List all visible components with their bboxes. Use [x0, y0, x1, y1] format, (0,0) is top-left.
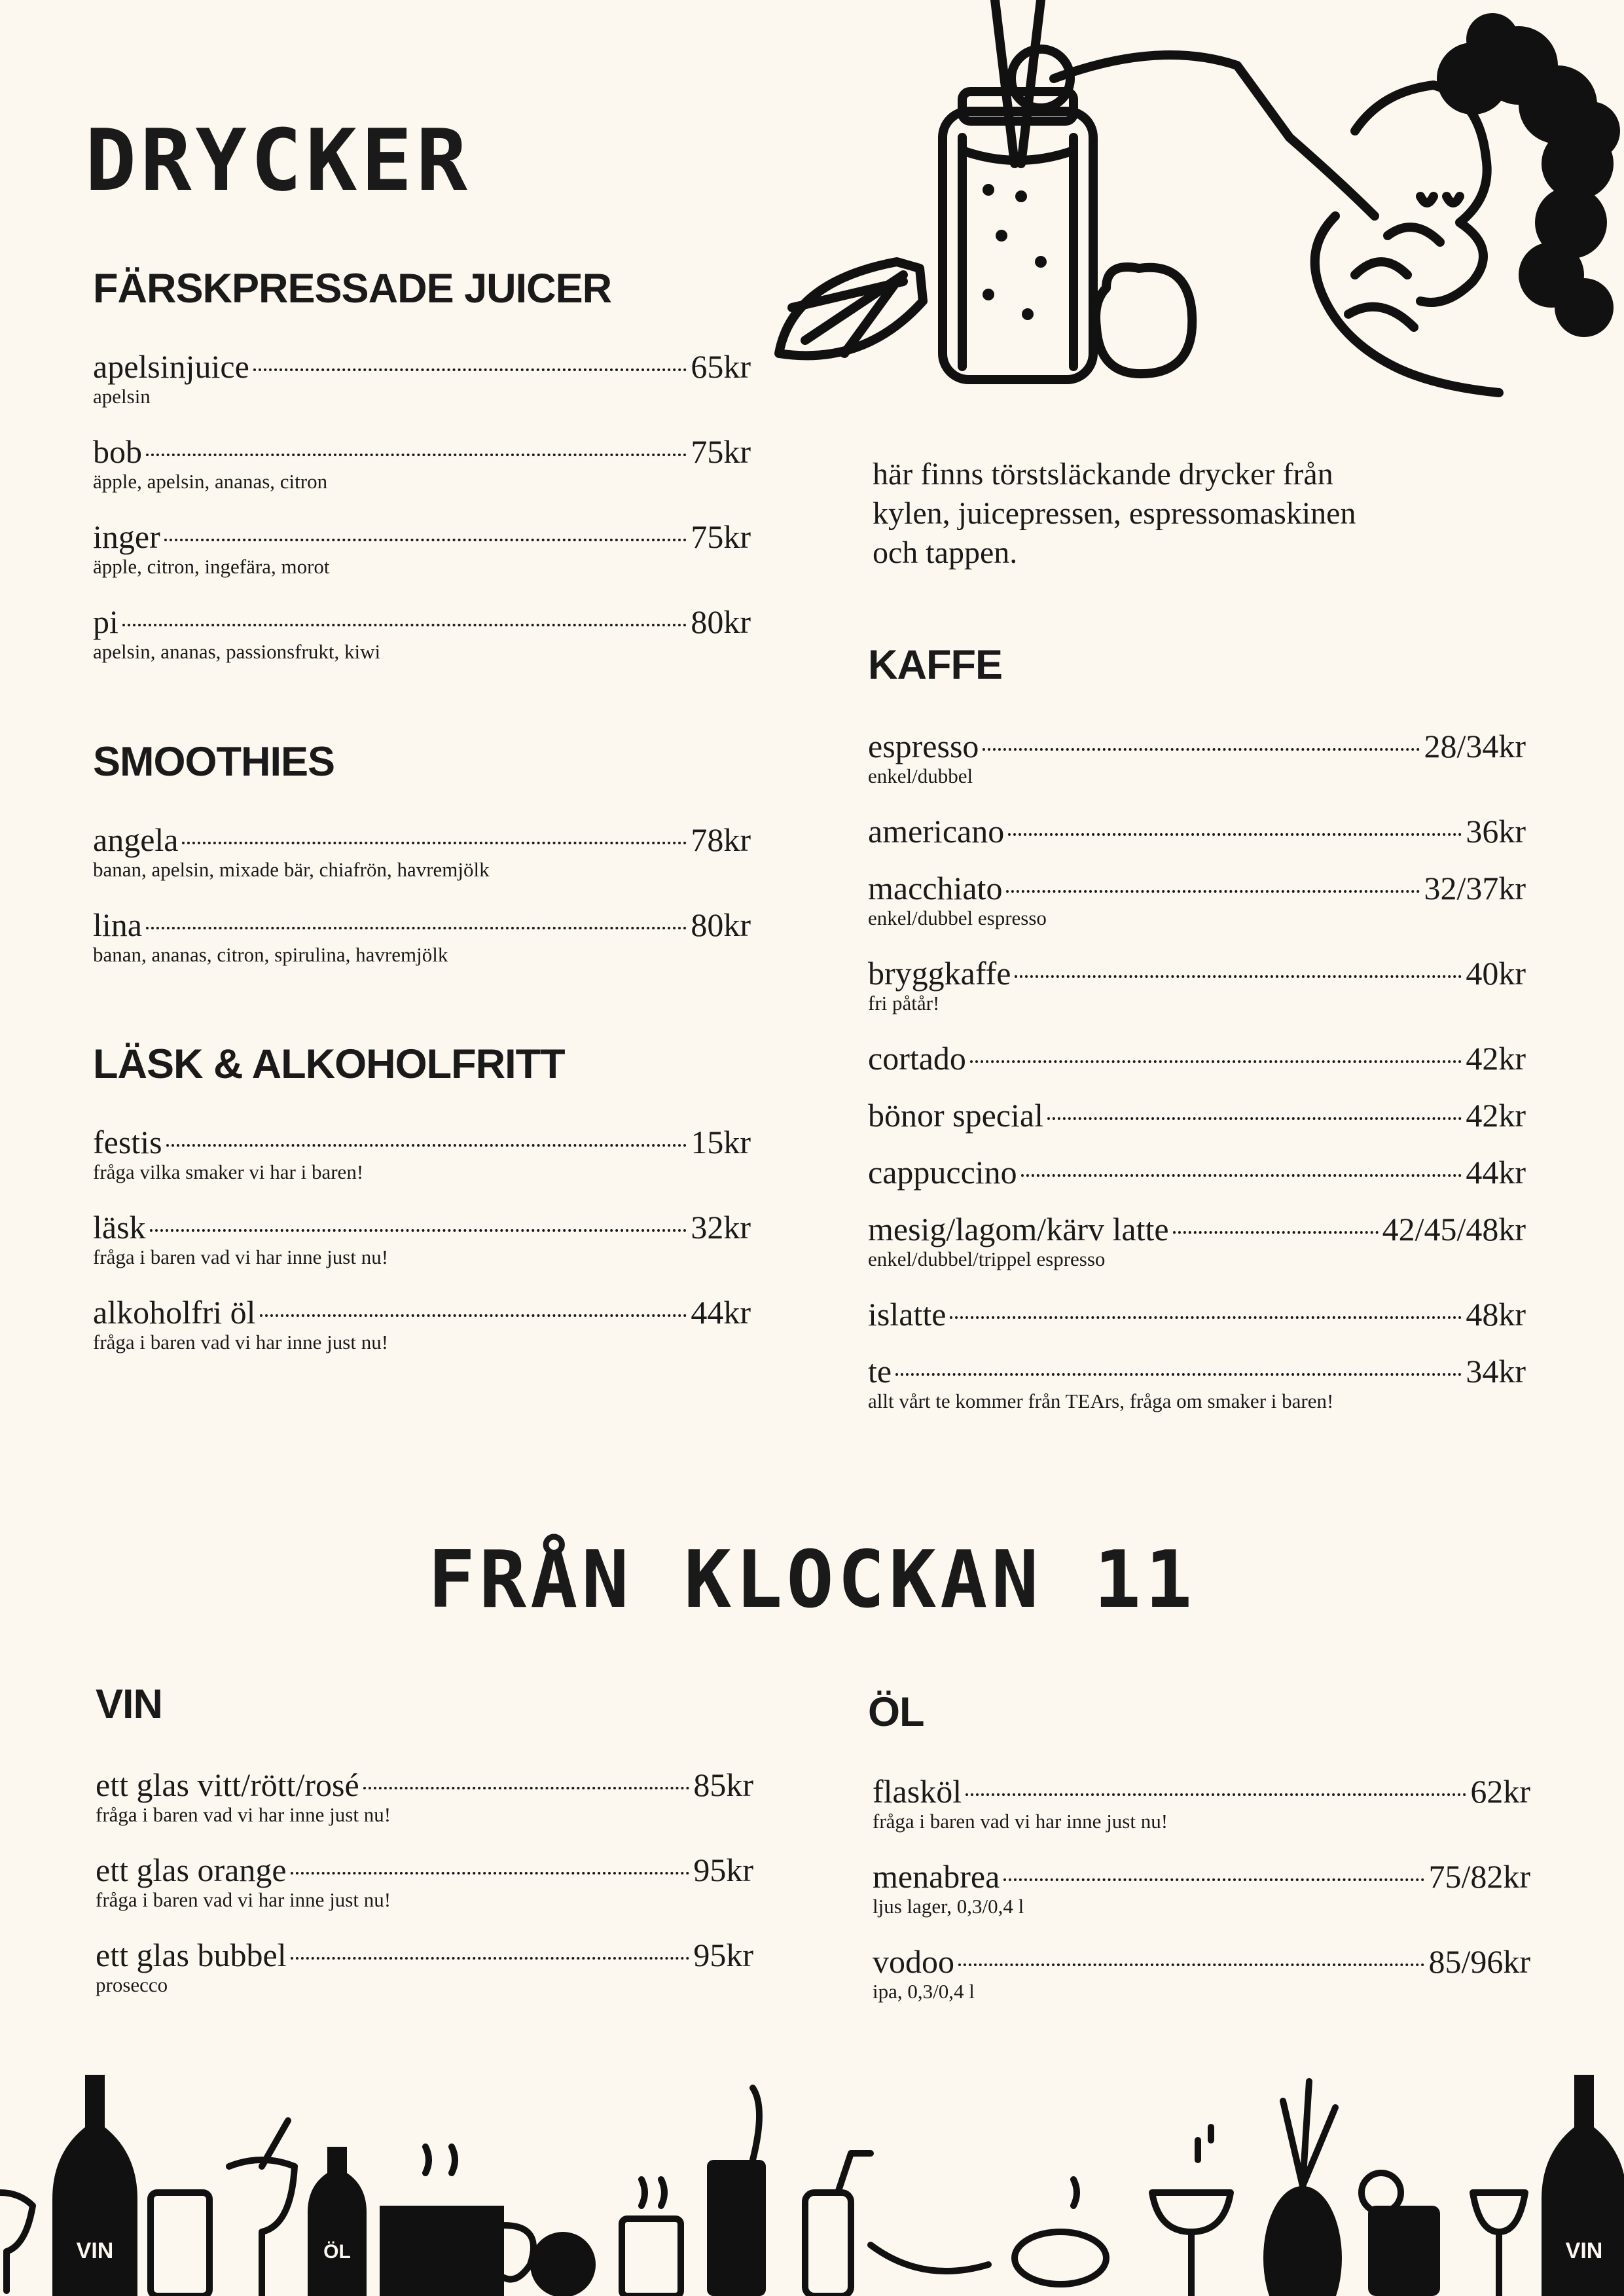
item-price: 42kr — [1466, 1097, 1526, 1134]
menu-item — [96, 1765, 753, 1827]
item-price: 75kr — [691, 518, 751, 555]
juice-illustration — [766, 0, 1624, 406]
ol-label: ÖL — [323, 2241, 351, 2263]
item-price: 28/34kr — [1424, 728, 1526, 764]
menu-item — [93, 517, 751, 579]
item-desc: fråga i baren vad vi har inne just nu! — [96, 1888, 391, 1911]
menu-item — [96, 1935, 753, 1997]
section-heading-kaffe: KAFFE — [868, 642, 1002, 688]
item-desc: apelsin — [93, 385, 151, 408]
item-price: 32kr — [691, 1209, 751, 1246]
item-price: 42/45/48kr — [1382, 1211, 1526, 1247]
item-name: läsk — [93, 1209, 146, 1246]
menu-item — [873, 1772, 1530, 1833]
menu-item — [868, 1039, 1526, 1078]
item-name: bob — [93, 433, 142, 470]
menu-item — [873, 1857, 1530, 1918]
vin-label: VIN — [76, 2238, 114, 2263]
menu-item — [868, 726, 1526, 788]
item-name: cappuccino — [868, 1154, 1017, 1191]
item-price: 80kr — [691, 603, 751, 640]
menu-item — [873, 1942, 1530, 2003]
menu-item — [93, 1122, 751, 1184]
menu-item — [868, 954, 1526, 1015]
item-name: flasköl — [873, 1773, 962, 1810]
item-price: 40kr — [1466, 955, 1526, 992]
item-name: apelsinjuice — [93, 348, 249, 385]
section-heading-smoothies: SMOOTHIES — [93, 739, 335, 785]
item-name: espresso — [868, 728, 979, 764]
item-desc: allt vårt te kommer från TEArs, fråga om smaker i baren! — [868, 1390, 1334, 1412]
menu-item — [93, 347, 751, 408]
item-price: 34kr — [1466, 1353, 1526, 1390]
item-name: angela — [93, 821, 179, 858]
item-price: 44kr — [1466, 1154, 1526, 1191]
menu-item — [868, 1153, 1526, 1192]
item-desc: banan, ananas, citron, spirulina, havremjölk — [93, 943, 448, 966]
item-name: mesig/lagom/kärv latte — [868, 1211, 1169, 1247]
item-price: 15kr — [691, 1124, 751, 1160]
item-desc: fråga i baren vad vi har inne just nu! — [96, 1803, 391, 1826]
item-name: bryggkaffe — [868, 955, 1011, 992]
intro-line: och tappen. — [873, 535, 1018, 570]
drinks-illustration-strip — [0, 2062, 1624, 2296]
item-name: inger — [93, 518, 160, 555]
item-price: 80kr — [691, 906, 751, 943]
item-price: 75kr — [691, 433, 751, 470]
menu-item — [93, 820, 751, 882]
item-name: ett glas bubbel — [96, 1937, 287, 1973]
section-heading-ol: ÖL — [868, 1689, 924, 1735]
item-price: 36kr — [1466, 813, 1526, 850]
item-name: islatte — [868, 1296, 947, 1333]
item-desc: enkel/dubbel/trippel espresso — [868, 1247, 1106, 1270]
item-desc: äpple, apelsin, ananas, citron — [93, 470, 328, 493]
item-desc: fråga i baren vad vi har inne just nu! — [873, 1810, 1168, 1833]
item-name: ett glas vitt/rött/rosé — [96, 1767, 359, 1803]
section-heading-juicer: FÄRSKPRESSADE JUICER — [93, 266, 612, 312]
item-name: cortado — [868, 1040, 966, 1077]
item-name: menabrea — [873, 1858, 1000, 1895]
section-heading-lask: LÄSK & ALKOHOLFRITT — [93, 1041, 565, 1087]
item-price: 85/96kr — [1428, 1943, 1530, 1980]
item-price: 78kr — [691, 821, 751, 858]
menu-item — [93, 432, 751, 493]
item-name: vodoo — [873, 1943, 954, 1980]
item-name: te — [868, 1353, 892, 1390]
item-name: americano — [868, 813, 1005, 850]
item-desc: fråga i baren vad vi har inne just nu! — [93, 1246, 389, 1268]
item-desc: ljus lager, 0,3/0,4 l — [873, 1895, 1024, 1918]
menu-item — [96, 1850, 753, 1912]
subtitle: FRÅN KLOCKAN 11 — [427, 1535, 1197, 1626]
item-desc: banan, apelsin, mixade bär, chiafrön, havremjölk — [93, 858, 490, 881]
item-name: bönor special — [868, 1097, 1043, 1134]
item-desc: apelsin, ananas, passionsfrukt, kiwi — [93, 640, 381, 663]
item-name: alkoholfri öl — [93, 1294, 256, 1331]
menu-item — [93, 1293, 751, 1354]
item-price: 95kr — [693, 1937, 753, 1973]
section-heading-vin: VIN — [96, 1681, 163, 1727]
menu-item — [868, 812, 1526, 851]
intro-text — [873, 455, 1356, 573]
item-price: 85kr — [693, 1767, 753, 1803]
intro-line: här finns törstsläckande drycker från — [873, 457, 1333, 492]
item-price: 95kr — [693, 1852, 753, 1888]
item-desc: prosecco — [96, 1973, 168, 1996]
menu-item — [868, 1096, 1526, 1135]
item-desc: fråga i baren vad vi har inne just nu! — [93, 1331, 389, 1354]
item-desc: enkel/dubbel espresso — [868, 906, 1047, 929]
page-title: DRYCKER — [85, 111, 471, 210]
menu-item — [868, 1352, 1526, 1413]
item-desc: enkel/dubbel — [868, 764, 973, 787]
item-name: macchiato — [868, 870, 1003, 906]
item-price: 65kr — [691, 348, 751, 385]
vin-label: VIN — [1565, 2238, 1603, 2263]
item-desc: ipa, 0,3/0,4 l — [873, 1980, 975, 2003]
menu-item — [93, 1208, 751, 1269]
item-name: lina — [93, 906, 142, 943]
item-desc: äpple, citron, ingefära, morot — [93, 555, 330, 578]
item-price: 32/37kr — [1424, 870, 1526, 906]
menu-item — [93, 905, 751, 967]
item-price: 44kr — [691, 1294, 751, 1331]
item-desc: fråga vilka smaker vi har i baren! — [93, 1160, 364, 1183]
item-name: festis — [93, 1124, 162, 1160]
menu-item — [868, 1295, 1526, 1334]
intro-line: kylen, juicepressen, espressomaskinen — [873, 496, 1356, 531]
menu-item — [868, 1210, 1526, 1271]
item-name: pi — [93, 603, 118, 640]
item-name: ett glas orange — [96, 1852, 287, 1888]
item-price: 62kr — [1470, 1773, 1530, 1810]
item-price: 75/82kr — [1428, 1858, 1530, 1895]
item-price: 42kr — [1466, 1040, 1526, 1077]
menu-item — [868, 869, 1526, 930]
item-price: 48kr — [1466, 1296, 1526, 1333]
item-desc: fri påtår! — [868, 992, 940, 1014]
menu-item — [93, 602, 751, 664]
